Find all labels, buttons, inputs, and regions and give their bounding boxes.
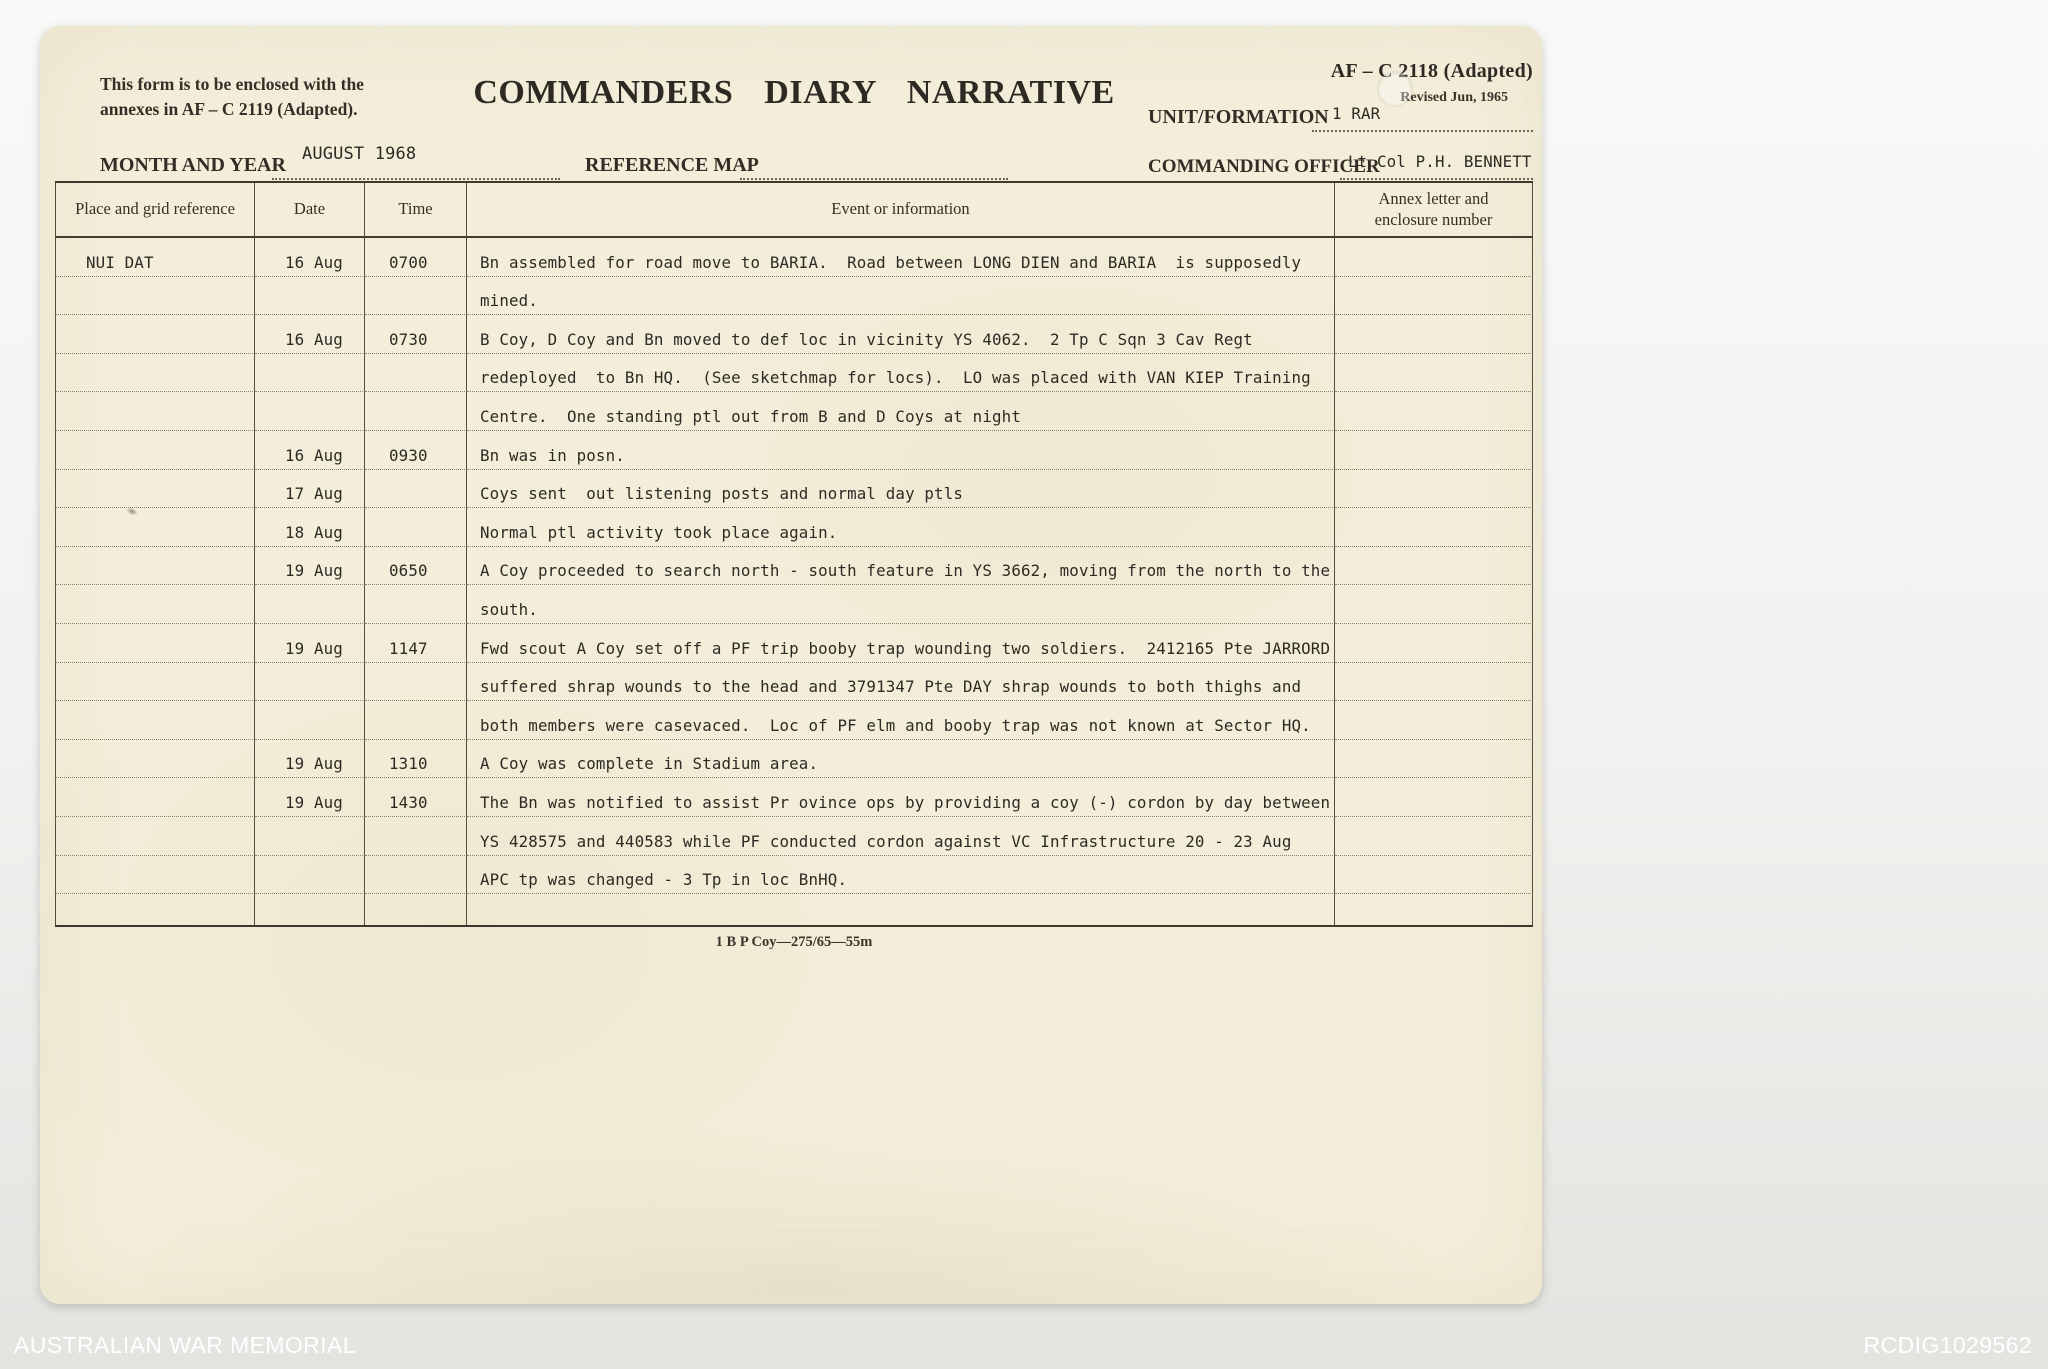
place-cell [55, 778, 255, 817]
date-cell [255, 856, 365, 895]
diary-line [55, 470, 1533, 509]
reference-map-ruleline [740, 178, 1008, 180]
date-cell [255, 354, 365, 393]
header-event: Event or information [467, 183, 1335, 236]
annex-cell [1335, 470, 1533, 509]
event-cell: B Coy, D Coy and Bn moved to def loc in vicinity YS 4062. 2 Tp C Sqn 3 Cav Regt [467, 315, 1335, 354]
date-cell: 17 Aug [255, 470, 365, 509]
annex-cell [1335, 585, 1533, 624]
time-cell [365, 470, 467, 509]
time-cell [365, 856, 467, 895]
diary-line [55, 856, 1533, 895]
form-code: AF – C 2118 (Adapted) [1330, 60, 1533, 82]
annex-cell [1335, 508, 1533, 547]
annex-cell [1335, 431, 1533, 470]
hole-punch-mark [1378, 72, 1412, 106]
event-cell: both members were casevaced. Loc of PF elm and booby trap was not known at Sector HQ. [467, 701, 1335, 740]
annex-cell [1335, 663, 1533, 702]
diary-line [55, 663, 1533, 702]
place-cell [55, 354, 255, 393]
place-cell [55, 431, 255, 470]
diary-table [55, 181, 1533, 927]
date-cell [255, 663, 365, 702]
commanding-officer-label: COMMANDING OFFICER [1148, 156, 1380, 177]
date-cell [255, 701, 365, 740]
annex-cell [1335, 354, 1533, 393]
annex-cell [1335, 778, 1533, 817]
annex-cell [1335, 817, 1533, 856]
diary-line [55, 315, 1533, 354]
time-cell [365, 508, 467, 547]
date-cell [255, 817, 365, 856]
event-cell: mined. [467, 277, 1335, 316]
date-cell: 16 Aug [255, 431, 365, 470]
header-time: Time [365, 183, 467, 236]
time-cell [365, 585, 467, 624]
place-cell [55, 856, 255, 895]
enclosure-note-line2: annexes in AF – C 2119 (Adapted). [100, 98, 358, 119]
annex-cell [1335, 624, 1533, 663]
event-cell: The Bn was notified to assist Pr ovince ops by providing a coy (-) cordon by day between [467, 778, 1335, 817]
time-cell: 0700 [365, 238, 467, 277]
time-cell [365, 277, 467, 316]
time-cell [365, 354, 467, 393]
event-cell: redeployed to Bn HQ. (See sketchmap for locs). LO was placed with VAN KIEP Training [467, 354, 1335, 393]
unit-formation-label: UNIT/FORMATION [1148, 106, 1329, 128]
event-cell: Fwd scout A Coy set off a PF trip booby trap wounding two soldiers. 2412165 Pte JARRORD [467, 624, 1335, 663]
diary-line [55, 354, 1533, 393]
date-cell: 16 Aug [255, 315, 365, 354]
commanding-officer-ruleline [1340, 178, 1533, 180]
scanned-form-paper [40, 26, 1542, 1304]
event-cell: A Coy was complete in Stadium area. [467, 740, 1335, 779]
annex-cell [1335, 701, 1533, 740]
diary-line [55, 508, 1533, 547]
diary-line [55, 585, 1533, 624]
annex-cell [1335, 740, 1533, 779]
event-cell: A Coy proceeded to search north - south feature in YS 3662, moving from the north to the [467, 547, 1335, 586]
event-cell: suffered shrap wounds to the head and 3791347 Pte DAY shrap wounds to both thighs and [467, 663, 1335, 702]
date-cell: 19 Aug [255, 624, 365, 663]
place-cell [55, 470, 255, 509]
month-year-label: MONTH AND YEAR [100, 154, 286, 176]
annex-cell [1335, 392, 1533, 431]
annex-cell [1335, 856, 1533, 895]
time-cell [365, 392, 467, 431]
commanding-officer-value: Lt Col P.H. BENNETT [1348, 152, 1532, 171]
diary-table-header [55, 183, 1533, 238]
diary-line [55, 431, 1533, 470]
time-cell: 0650 [365, 547, 467, 586]
awm-catalogue-number: RCDIG1029562 [1863, 1332, 2032, 1358]
event-cell: Coys sent out listening posts and normal day ptls [467, 470, 1335, 509]
header-date: Date [255, 183, 365, 236]
event-cell: YS 428575 and 440583 while PF conducted cordon against VC Infrastructure 20 - 23 Aug [467, 817, 1335, 856]
annex-cell [1335, 238, 1533, 277]
month-year-value: AUGUST 1968 [302, 144, 417, 164]
awm-footer-label: AUSTRALIAN WAR MEMORIAL [14, 1332, 356, 1358]
place-cell [55, 585, 255, 624]
date-cell: 16 Aug [255, 238, 365, 277]
date-cell [255, 392, 365, 431]
place-cell: NUI DAT [55, 238, 255, 277]
form-revised-date: Revised Jun, 1965 [1400, 90, 1508, 105]
event-cell: Centre. One standing ptl out from B and D Coys at night [467, 392, 1335, 431]
annex-cell [1335, 315, 1533, 354]
place-cell [55, 624, 255, 663]
time-cell: 1430 [365, 778, 467, 817]
month-year-ruleline [272, 178, 560, 180]
place-cell [55, 277, 255, 316]
place-cell [55, 392, 255, 431]
reference-map-label: REFERENCE MAP [585, 154, 759, 176]
place-cell [55, 817, 255, 856]
annex-cell [1335, 547, 1533, 586]
date-cell: 19 Aug [255, 547, 365, 586]
place-cell [55, 663, 255, 702]
place-cell [55, 701, 255, 740]
time-cell [365, 701, 467, 740]
time-cell: 1147 [365, 624, 467, 663]
date-cell [255, 585, 365, 624]
unit-formation-value: 1 RAR [1332, 104, 1381, 123]
unit-formation-ruleline [1312, 130, 1533, 132]
header-annex: Annex letter and enclosure number [1335, 183, 1533, 236]
place-cell [55, 547, 255, 586]
diary-line [55, 392, 1533, 431]
date-cell: 19 Aug [255, 740, 365, 779]
table-filler-row [55, 894, 1533, 925]
time-cell: 1310 [365, 740, 467, 779]
event-cell: Normal ptl activity took place again. [467, 508, 1335, 547]
diary-line [55, 547, 1533, 586]
event-cell: APC tp was changed - 3 Tp in loc BnHQ. [467, 856, 1335, 895]
diary-line [55, 778, 1533, 817]
annex-cell [1335, 277, 1533, 316]
printer-imprint: 1 B P Coy—275/65—55m [715, 934, 873, 950]
date-cell: 19 Aug [255, 778, 365, 817]
time-cell [365, 663, 467, 702]
diary-line [55, 740, 1533, 779]
place-cell [55, 508, 255, 547]
place-cell [55, 740, 255, 779]
time-cell [365, 817, 467, 856]
date-cell [255, 277, 365, 316]
diary-line [55, 277, 1533, 316]
time-cell: 0930 [365, 431, 467, 470]
date-cell: 18 Aug [255, 508, 365, 547]
enclosure-note-line1: This form is to be enclosed with the [100, 74, 364, 94]
header-place: Place and grid reference [55, 183, 255, 236]
time-cell: 0730 [365, 315, 467, 354]
diary-line [55, 701, 1533, 740]
diary-line [55, 817, 1533, 856]
event-cell: south. [467, 585, 1335, 624]
diary-line [55, 238, 1533, 277]
diary-line [55, 624, 1533, 663]
place-cell [55, 315, 255, 354]
form-title: COMMANDERS DIARY NARRATIVE [473, 74, 1115, 111]
event-cell: Bn assembled for road move to BARIA. Road between LONG DIEN and BARIA is supposedly [467, 238, 1335, 277]
event-cell: Bn was in posn. [467, 431, 1335, 470]
